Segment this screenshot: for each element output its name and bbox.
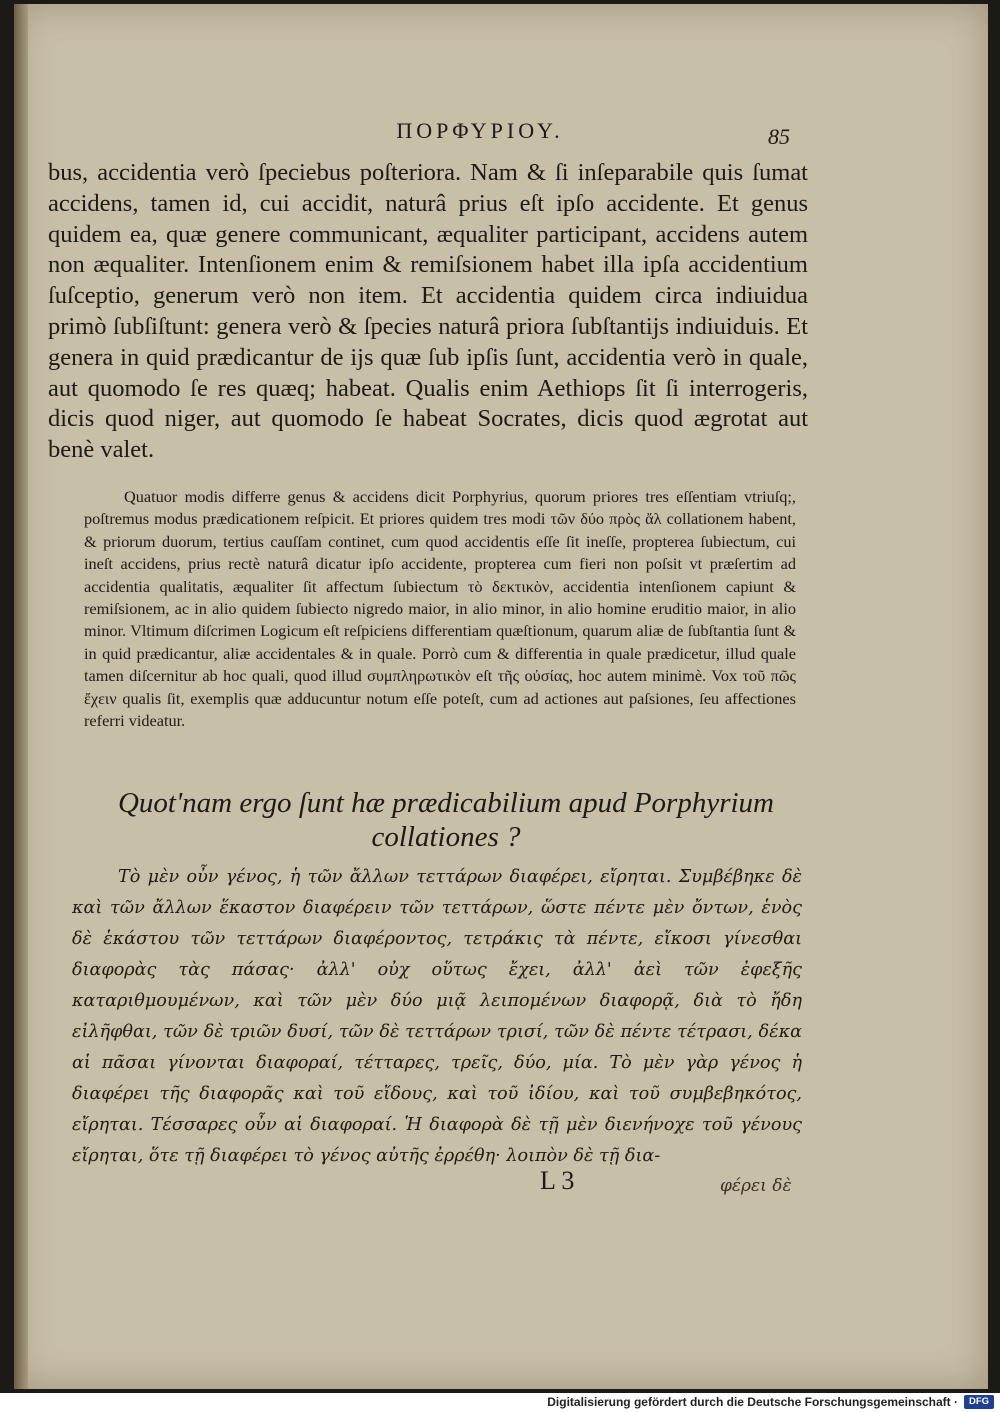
main-paragraph: bus, accidentia verò ſpeciebus poſteriora. Nam & ſi inſeparabile quis ſumat accidens, tamen id, cui accidit, naturâ prius eſt ipſo accidente. Et genus quidem ea, quæ genere communicant, æqualiter participant, accidens autem non æqualiter. Intenſionem enim & remiſsionem habet illa ipſa accidentium ſuſceptio, generum verò non item. Et accidentia quidem circa indiuidua primò ſubſiſtunt: genera verò & ſpecies naturâ priora ſubſtantijs indiuiduis. Et genera in quid prædicantur de ijs quæ ſub ipſis ſunt, accidentia verò in quale, aut quomodo ſe res quæq; habeat. Qualis enim Aethiops ſit ſi interrogeris, dicis quod niger, aut quomodo ſe habeat Socrates, dicis quod ægrotat aut benè valet. — [48, 159, 808, 464]
signature-mark: L 3 — [540, 1166, 575, 1195]
question-heading: Quot'nam ergo ſunt hæ prædicabilium apud Porphyrium collationes ? — [117, 787, 774, 853]
page-number: 85 — [768, 124, 790, 149]
page-binding-edge — [14, 4, 28, 1389]
handwritten-greek-text: Τὸ μὲν οὖν γένος, ἡ τῶν ἄλλων τεττάρων διαφέρει, εἴρηται. Συμβέβηκε δὲ καὶ τῶν ἄλλων ἕκαστον διαφέρειν τῶν τεττάρων, ὥστε πέντε μὲν ὄντων, ἑνὸς δὲ ἑκάστου τῶν τεττάρων διαφέροντος, τετράκις τὰ πέντε, εἴκοσι γίνεσθαι διαφορὰς τὰς πάσας· ἀλλ' οὐχ οὕτως ἔχει, ἀλλ' ἀεὶ τῶν ἐφεξῆς καταριθμουμένων, καὶ τῶν μὲν δύο μιᾷ λειπομένων διαφορᾷ, διὰ τὸ ἤδη εἰλῆφθαι, τῶν δὲ τριῶν δυσί, τῶν δὲ τεττάρων τρισί, τῶν δὲ πέντε τέτρασι, δέκα αἱ πᾶσαι γίνονται διαφοραί, τέτταρες, τρεῖς, δύο, μία. Τὸ μὲν γὰρ γένος ἡ διαφέρει τῆς διαφορᾶς καὶ τοῦ εἴδους, καὶ τοῦ ἰδίου, καὶ τοῦ συμβεβηκότος, εἴρηται. Τέσσαρες οὖν αἱ διαφοραί. Ἡ διαφορὰ δὲ τῇ μὲν διενήνοχε τοῦ γένους εἴρηται, ὅτε τῇ διαφέρει τὸ γένος αὐτῆς ἐρρέθη· λοιπὸν δὲ τῇ δια- — [72, 867, 802, 1166]
catchword: φέρει δὲ — [720, 1176, 792, 1196]
funding-notice: Digitalisierung gefördert durch die Deutsche Forschungsgemeinschaft · — [547, 1395, 958, 1409]
commentary-paragraph: Quatuor modis differre genus & accidens dicit Porphyrius, quorum priores tres eſſentiam vtriuſq;, poſtremus modus prædicationem reſpicit. Et priores quidem tres modi τῶν δύο πρὸς ἄλ collationem habent, & priorum duorum, tertius cauſſam continet, cum quod accidentis eſſe ſit ineſſe, propterea ſubiectum, cui ineſt accidens, prius rectè naturâ dicatur ipſo accidente, propterea cum fieri non poſsit vt præſertim ad accidentia qualitatis, æqualiter ſit affectum ſubiectum τὸ δεκτικὸν, accidentia intenſionem capiunt & remiſsionem, ac in alio quidem ſubiecto nigredo maior, in alio minor, in alio homine eruditio maior, in alio minor. Vltimum diſcrimen Logicum eſt reſpiciens differentiam quæſtionum, quarum aliæ de ſubſtantia ſunt & in quid prædicantur, aliæ accidentales & in quale. Porrò cum & differentia in quale prædicetur, illud quale tamen diſcernitur ab hoc quali, quod illud συμπληρωτικὸν eſt τῆς οὐσίας, hoc autem minimè. Vox τοῦ πῶς ἔχειν qualis ſit, exemplis quæ adducuntur notum eſſe poteſt, cum ad actiones aut paſsiones, ſeu affectiones referri videatur. — [84, 487, 796, 731]
footer-bar — [0, 1393, 1000, 1412]
dfg-logo: DFG — [964, 1395, 994, 1409]
running-header: ΠΟΡΦΥΡΙΟΥ. — [396, 118, 564, 143]
